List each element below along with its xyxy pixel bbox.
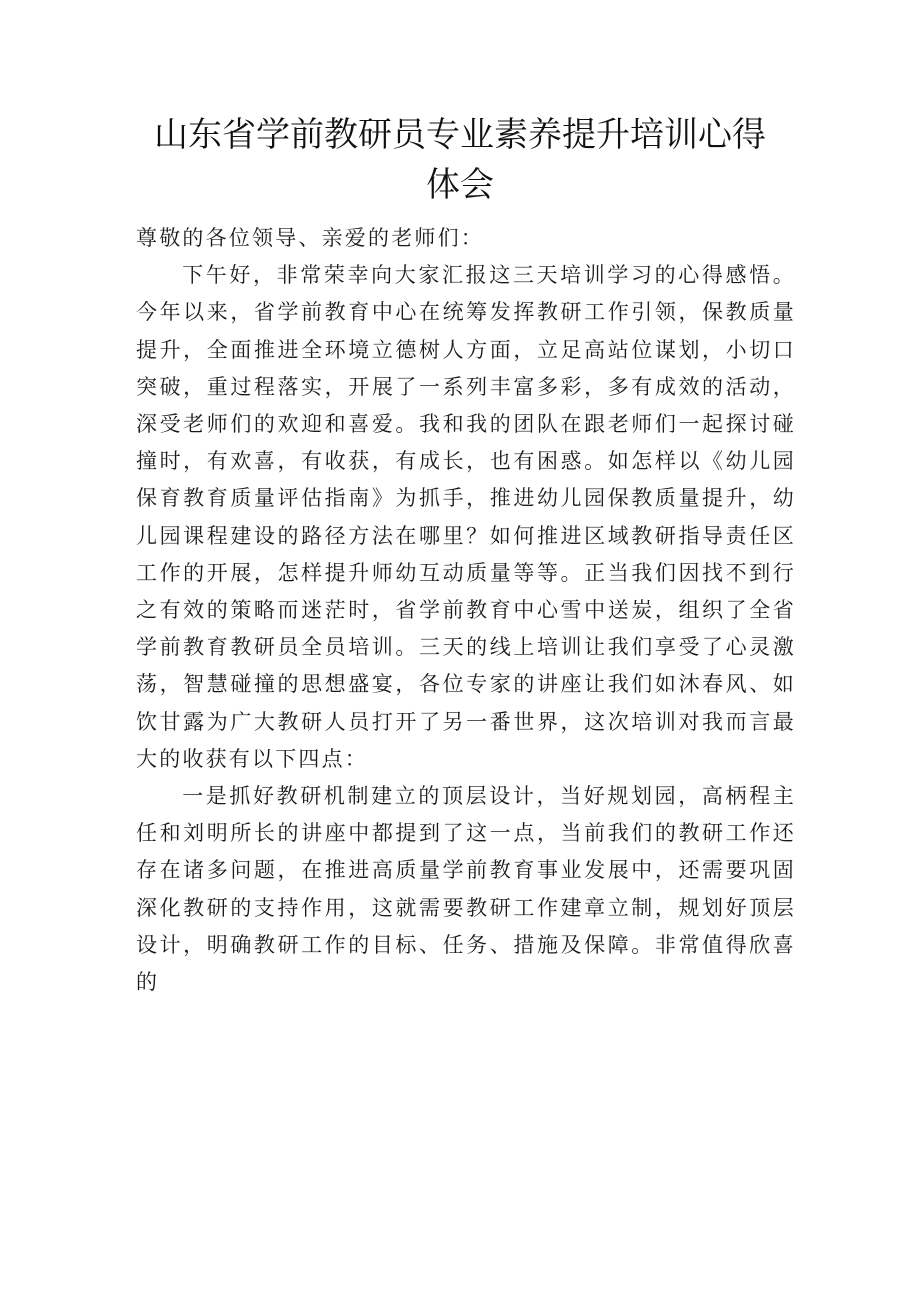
title-line-1: 山东省学前教研员专业素养提升培训心得 [154, 115, 766, 155]
paragraph-2: 一是抓好教研机制建立的顶层设计，当好规划园，高柄程主任和刘明所长的讲座中都提到了这一点，当前我们的教研工作还存在诸多问题，在推进高质量学前教育事业发展中，还需要巩固深化教研的支持作用，这就需要教研工作建章立制，规划好顶层设计，明确教研工作的目标、任务、措施及保障。非常值得欣喜的 [136, 784, 796, 995]
document-title [120, 110, 800, 210]
document-body [136, 220, 796, 1001]
salutation: 尊敬的各位领导、亲爱的老师们： [136, 226, 484, 250]
paragraph-1: 下午好，非常荣幸向大家汇报这三天培训学习的心得感悟。今年以来，省学前教育中心在统筹发挥教研工作引领，保教质量提升，全面推进全环境立德树人方面，立足高站位谋划，小切口突破，重过程落实，开展了一系列丰富多彩，多有成效的活动，深受老师们的欢迎和喜爱。我和我的团队在跟老师们一起探讨碰撞时，有欢喜，有收获，有成长，也有困惑。如怎样以《幼儿园保育教育质量评估指南》为抓手，推进幼儿园保教质量提升，幼儿园课程建设的路径方法在哪里？如何推进区域教研指导责任区工作的开展，怎样提升师幼互动质量等等。正当我们因找不到行之有效的策略而迷茫时，省学前教育中心雪中送炭，组织了全省学前教育教研员全员培训。三天的线上培训让我们享受了心灵激荡，智慧碰撞的思想盛宴，各位专家的讲座让我们如沐春风、如饮甘露为广大教研人员打开了另一番世界，这次培训对我而言最大的收获有以下四点： [136, 263, 796, 771]
title-line-2: 体会 [426, 165, 494, 205]
